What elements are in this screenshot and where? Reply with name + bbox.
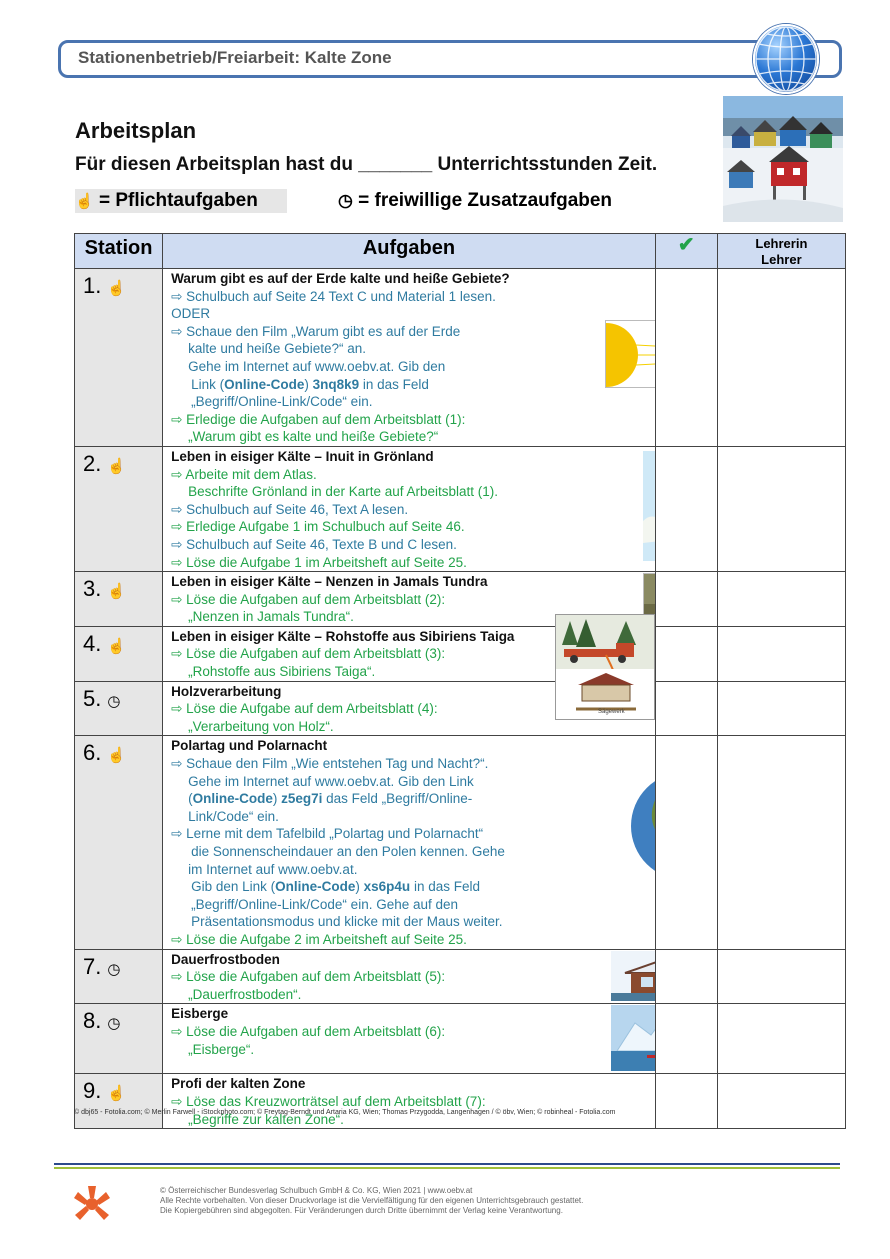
- footer-line: Die Kopiergebühren sind abgegolten. Für Veränderungen durch Dritte übernimmt der Verlag keine Verantwortung.: [160, 1206, 563, 1215]
- task-title: Profi der kalten Zone: [171, 1076, 306, 1092]
- footer-line: © Österreichischer Bundesverlag Schulbuch GmbH & Co. KG, Wien 2021 | www.oebv.at: [160, 1186, 473, 1195]
- task-line: ⇨ Löse die Aufgabe 2 im Arbeitsheft auf Seite 25.: [171, 931, 467, 947]
- legend-mandatory-label: = Pflichtaufgaben: [98, 190, 258, 211]
- earth-globe-illustration: [625, 760, 655, 884]
- station-cell: [75, 572, 163, 627]
- legend-optional-label: = freiwillige Zusatzaufgaben: [358, 190, 613, 211]
- sawmill-label: Sägewerk: [598, 709, 625, 715]
- task-line: „Dauerfrostboden“.: [188, 986, 302, 1002]
- task-line: „Nenzen in Jamals Tundra“.: [188, 609, 354, 625]
- check-cell[interactable]: [655, 446, 717, 571]
- pointing-hand-icon: ☝: [107, 637, 127, 655]
- task-line: ODER: [171, 306, 211, 322]
- pointing-hand-icon: ☝: [107, 1085, 127, 1103]
- pointing-hand-icon: ☝: [107, 280, 127, 297]
- station-cell: [75, 446, 163, 571]
- task-line: ⇨ Schulbuch auf Seite 46, Text A lesen.: [171, 501, 409, 517]
- check-cell[interactable]: [655, 949, 717, 1004]
- table-row: [75, 572, 846, 627]
- task-cell: [163, 446, 656, 571]
- globe-icon: [753, 24, 819, 94]
- pointing-hand-icon: ☝: [75, 193, 94, 210]
- task-cell: [163, 1074, 656, 1129]
- task-line: im Internet auf www.oebv.at.: [188, 861, 358, 877]
- task-line: ⇨ Löse die Aufgaben auf dem Arbeitsblatt (3):: [171, 646, 446, 662]
- task-line: Link/Code“ ein.: [188, 808, 279, 824]
- timber-sawmill-illustration: [555, 614, 655, 720]
- task-line: die Sonnenscheindauer an den Polen kennen. Gehe: [191, 844, 505, 859]
- iceberg-photo: [611, 1005, 655, 1071]
- time-instruction: Für diesen Arbeitsplan hast du _______ Unterrichtsstunden Zeit.: [75, 154, 658, 175]
- check-cell[interactable]: [655, 1074, 717, 1129]
- task-line: „Begriff/Online-Link/Code“ ein. Gehe auf den: [191, 896, 459, 912]
- task-line: ⇨ Schaue den Film „Warum gibt es auf der Erde: [171, 323, 461, 339]
- check-cell[interactable]: [655, 269, 717, 447]
- task-title: Eisberge: [171, 1006, 229, 1022]
- footer-rule-green: [54, 1167, 840, 1169]
- table-row: [75, 1004, 846, 1074]
- task-line: ⇨ Schulbuch auf Seite 46, Texte B und C lesen.: [171, 536, 457, 552]
- check-cell[interactable]: [655, 736, 717, 949]
- task-cell: [163, 949, 656, 1004]
- task-line: ⇨ Schulbuch auf Seite 24 Text C und Material 1 lesen.: [171, 288, 496, 304]
- task-title: Leben in eisiger Kälte – Rohstoffe aus Sibiriens Taiga: [171, 628, 515, 644]
- teacher-cell[interactable]: [717, 1004, 845, 1074]
- station-number: 4.: [83, 630, 102, 656]
- check-cell[interactable]: [655, 572, 717, 627]
- table-row: [75, 1074, 846, 1129]
- table-row: [75, 269, 846, 447]
- header-title: Stationenbetrieb/Freiarbeit: Kalte Zone: [78, 48, 392, 67]
- task-title: Holzverarbeitung: [171, 683, 282, 699]
- footer-line: Alle Rechte vorbehalten. Von dieser Druckvorlage ist die Vervielfältigung für den eigenen Unterrichtsgebrauch gestattet.: [160, 1196, 584, 1205]
- task-line: „Begriffe zur kalten Zone“.: [188, 1111, 344, 1127]
- task-line: Gehe im Internet auf www.oebv.at. Gib den: [188, 358, 446, 374]
- pointing-hand-icon: ☝: [107, 583, 127, 601]
- station-cell: [75, 626, 163, 681]
- legend-optional: [338, 189, 612, 213]
- table-row: [75, 949, 846, 1004]
- clock-icon: ◷: [107, 1015, 121, 1033]
- page-title: Arbeitsplan: [75, 118, 197, 143]
- task-title: Leben in eisiger Kälte – Inuit in Grönland: [171, 448, 434, 464]
- station-number: 8.: [83, 1008, 102, 1034]
- table-row: [75, 446, 846, 571]
- sun-earth-illustration: [605, 320, 655, 388]
- station-cell: [75, 949, 163, 1004]
- publisher-logo-icon: [72, 1184, 112, 1224]
- task-line: ⇨ Erledige Aufgabe 1 im Schulbuch auf Seite 46.: [171, 519, 465, 535]
- task-line: ⇨ Schaue den Film „Wie entstehen Tag und Nacht?“.: [171, 756, 489, 772]
- task-cell: [163, 1004, 656, 1074]
- task-line: Beschrifte Grönland in der Karte auf Arbeitsblatt (1).: [188, 484, 499, 500]
- station-cell: [75, 736, 163, 949]
- task-cell: [163, 736, 656, 949]
- frost-house-illustration: [611, 951, 655, 1001]
- teacher-cell[interactable]: [717, 269, 845, 447]
- task-title: Leben in eisiger Kälte – Nenzen in Jamals Tundra: [171, 574, 488, 590]
- station-number: 2.: [83, 450, 102, 476]
- pointing-hand-icon: ☝: [107, 457, 127, 475]
- task-line: ⇨ Löse die Aufgaben auf dem Arbeitsblatt (6):: [171, 1023, 446, 1039]
- task-line: ⇨ Löse die Aufgabe 1 im Arbeitsheft auf Seite 25.: [171, 554, 467, 570]
- station-number: 1.: [83, 273, 102, 298]
- check-cell[interactable]: [655, 1004, 717, 1074]
- task-line: ⇨ Löse die Aufgaben auf dem Arbeitsblatt (2):: [171, 591, 446, 607]
- teacher-cell[interactable]: [717, 1074, 845, 1129]
- legend-mandatory: [75, 189, 287, 213]
- table-row: [75, 626, 846, 681]
- task-cell: [163, 269, 656, 447]
- task-line: ⇨ Löse die Aufgaben auf dem Arbeitsblatt (5):: [171, 969, 446, 985]
- header-station: Station: [75, 234, 163, 269]
- clock-icon: ◷: [107, 960, 121, 978]
- teacher-cell[interactable]: [717, 681, 845, 736]
- check-cell[interactable]: [655, 681, 717, 736]
- teacher-cell[interactable]: [717, 736, 845, 949]
- task-line: Gehe im Internet auf www.oebv.at. Gib den Link: [188, 773, 474, 789]
- header-check: [655, 234, 717, 269]
- footer-rule-blue: [54, 1163, 840, 1165]
- header-teacher: Lehrerin Lehrer: [717, 234, 845, 269]
- clock-icon: ◷: [338, 191, 353, 210]
- task-line: „Eisberge“.: [188, 1041, 255, 1057]
- task-line: „Verarbeitung von Holz“.: [188, 718, 334, 734]
- work-plan-table: [74, 233, 846, 1129]
- teacher-cell[interactable]: [717, 446, 845, 571]
- teacher-cell[interactable]: [717, 626, 845, 681]
- table-row: [75, 736, 846, 949]
- task-line: Präsentationsmodus und klicke mit der Maus weiter.: [191, 914, 503, 930]
- station-number: 9.: [83, 1078, 102, 1104]
- task-line: „Begriff/Online-Link/Code“ ein.: [191, 394, 373, 410]
- teacher-cell[interactable]: [717, 949, 845, 1004]
- station-cell: [75, 681, 163, 736]
- greenland-map: [643, 451, 655, 561]
- footer-copyright: [160, 1186, 583, 1216]
- station-number: 5.: [83, 685, 102, 711]
- station-cell: [75, 1004, 163, 1074]
- header-tasks: Aufgaben: [163, 234, 656, 269]
- task-title: Polartag und Polarnacht: [171, 738, 328, 754]
- teacher-cell[interactable]: [717, 572, 845, 627]
- station-cell: [75, 269, 163, 447]
- task-line: kalte und heiße Gebiete?“ an.: [188, 341, 366, 357]
- task-line: ⇨ Löse das Kreuzworträtsel auf dem Arbeitsblatt (7):: [171, 1093, 486, 1109]
- station-number: 6.: [83, 740, 102, 766]
- task-line: ⇨ Löse die Aufgabe auf dem Arbeitsblatt (4):: [171, 701, 438, 717]
- clock-icon: ◷: [107, 692, 121, 710]
- task-line: „Rohstoffe aus Sibiriens Taiga“.: [188, 664, 376, 680]
- task-line: „Warum gibt es kalte und heiße Gebiete?“: [188, 429, 439, 445]
- task-title: Warum gibt es auf der Erde kalte und heiße Gebiete?: [171, 271, 510, 286]
- station-number: 7.: [83, 953, 102, 979]
- task-line: (Online-Code) z5eg7i das Feld „Begriff/Online-: [188, 791, 473, 807]
- pointing-hand-icon: ☝: [107, 747, 127, 765]
- task-title: Dauerfrostboden: [171, 951, 280, 967]
- task-line: Gib den Link (Online-Code) xs6p4u in das Feld: [191, 879, 480, 895]
- task-line: ⇨ Lerne mit dem Tafelbild „Polartag und Polarnacht“: [171, 826, 484, 842]
- checkmark-icon: ✔: [677, 234, 695, 256]
- table-row: [75, 681, 846, 736]
- greenland-houses-photo: [723, 96, 843, 222]
- task-line: Link (Online-Code) 3nq8k9 in das Feld: [191, 376, 429, 392]
- station-number: 3.: [83, 576, 102, 602]
- check-cell[interactable]: [655, 626, 717, 681]
- image-credits: © dbj65 - Fotolia.com; © Merlin Farwell - iStockphoto.com; © Freytag-Berndt und Artaria KG, Wien; Thomas Przygodda, Langenhagen / © öbv, Wien; © robinheal - Fotolia.com: [74, 1109, 616, 1116]
- task-line: ⇨ Erledige die Aufgaben auf dem Arbeitsblatt (1):: [171, 411, 466, 427]
- task-line: ⇨ Arbeite mit dem Atlas.: [171, 466, 317, 482]
- station-cell: [75, 1074, 163, 1129]
